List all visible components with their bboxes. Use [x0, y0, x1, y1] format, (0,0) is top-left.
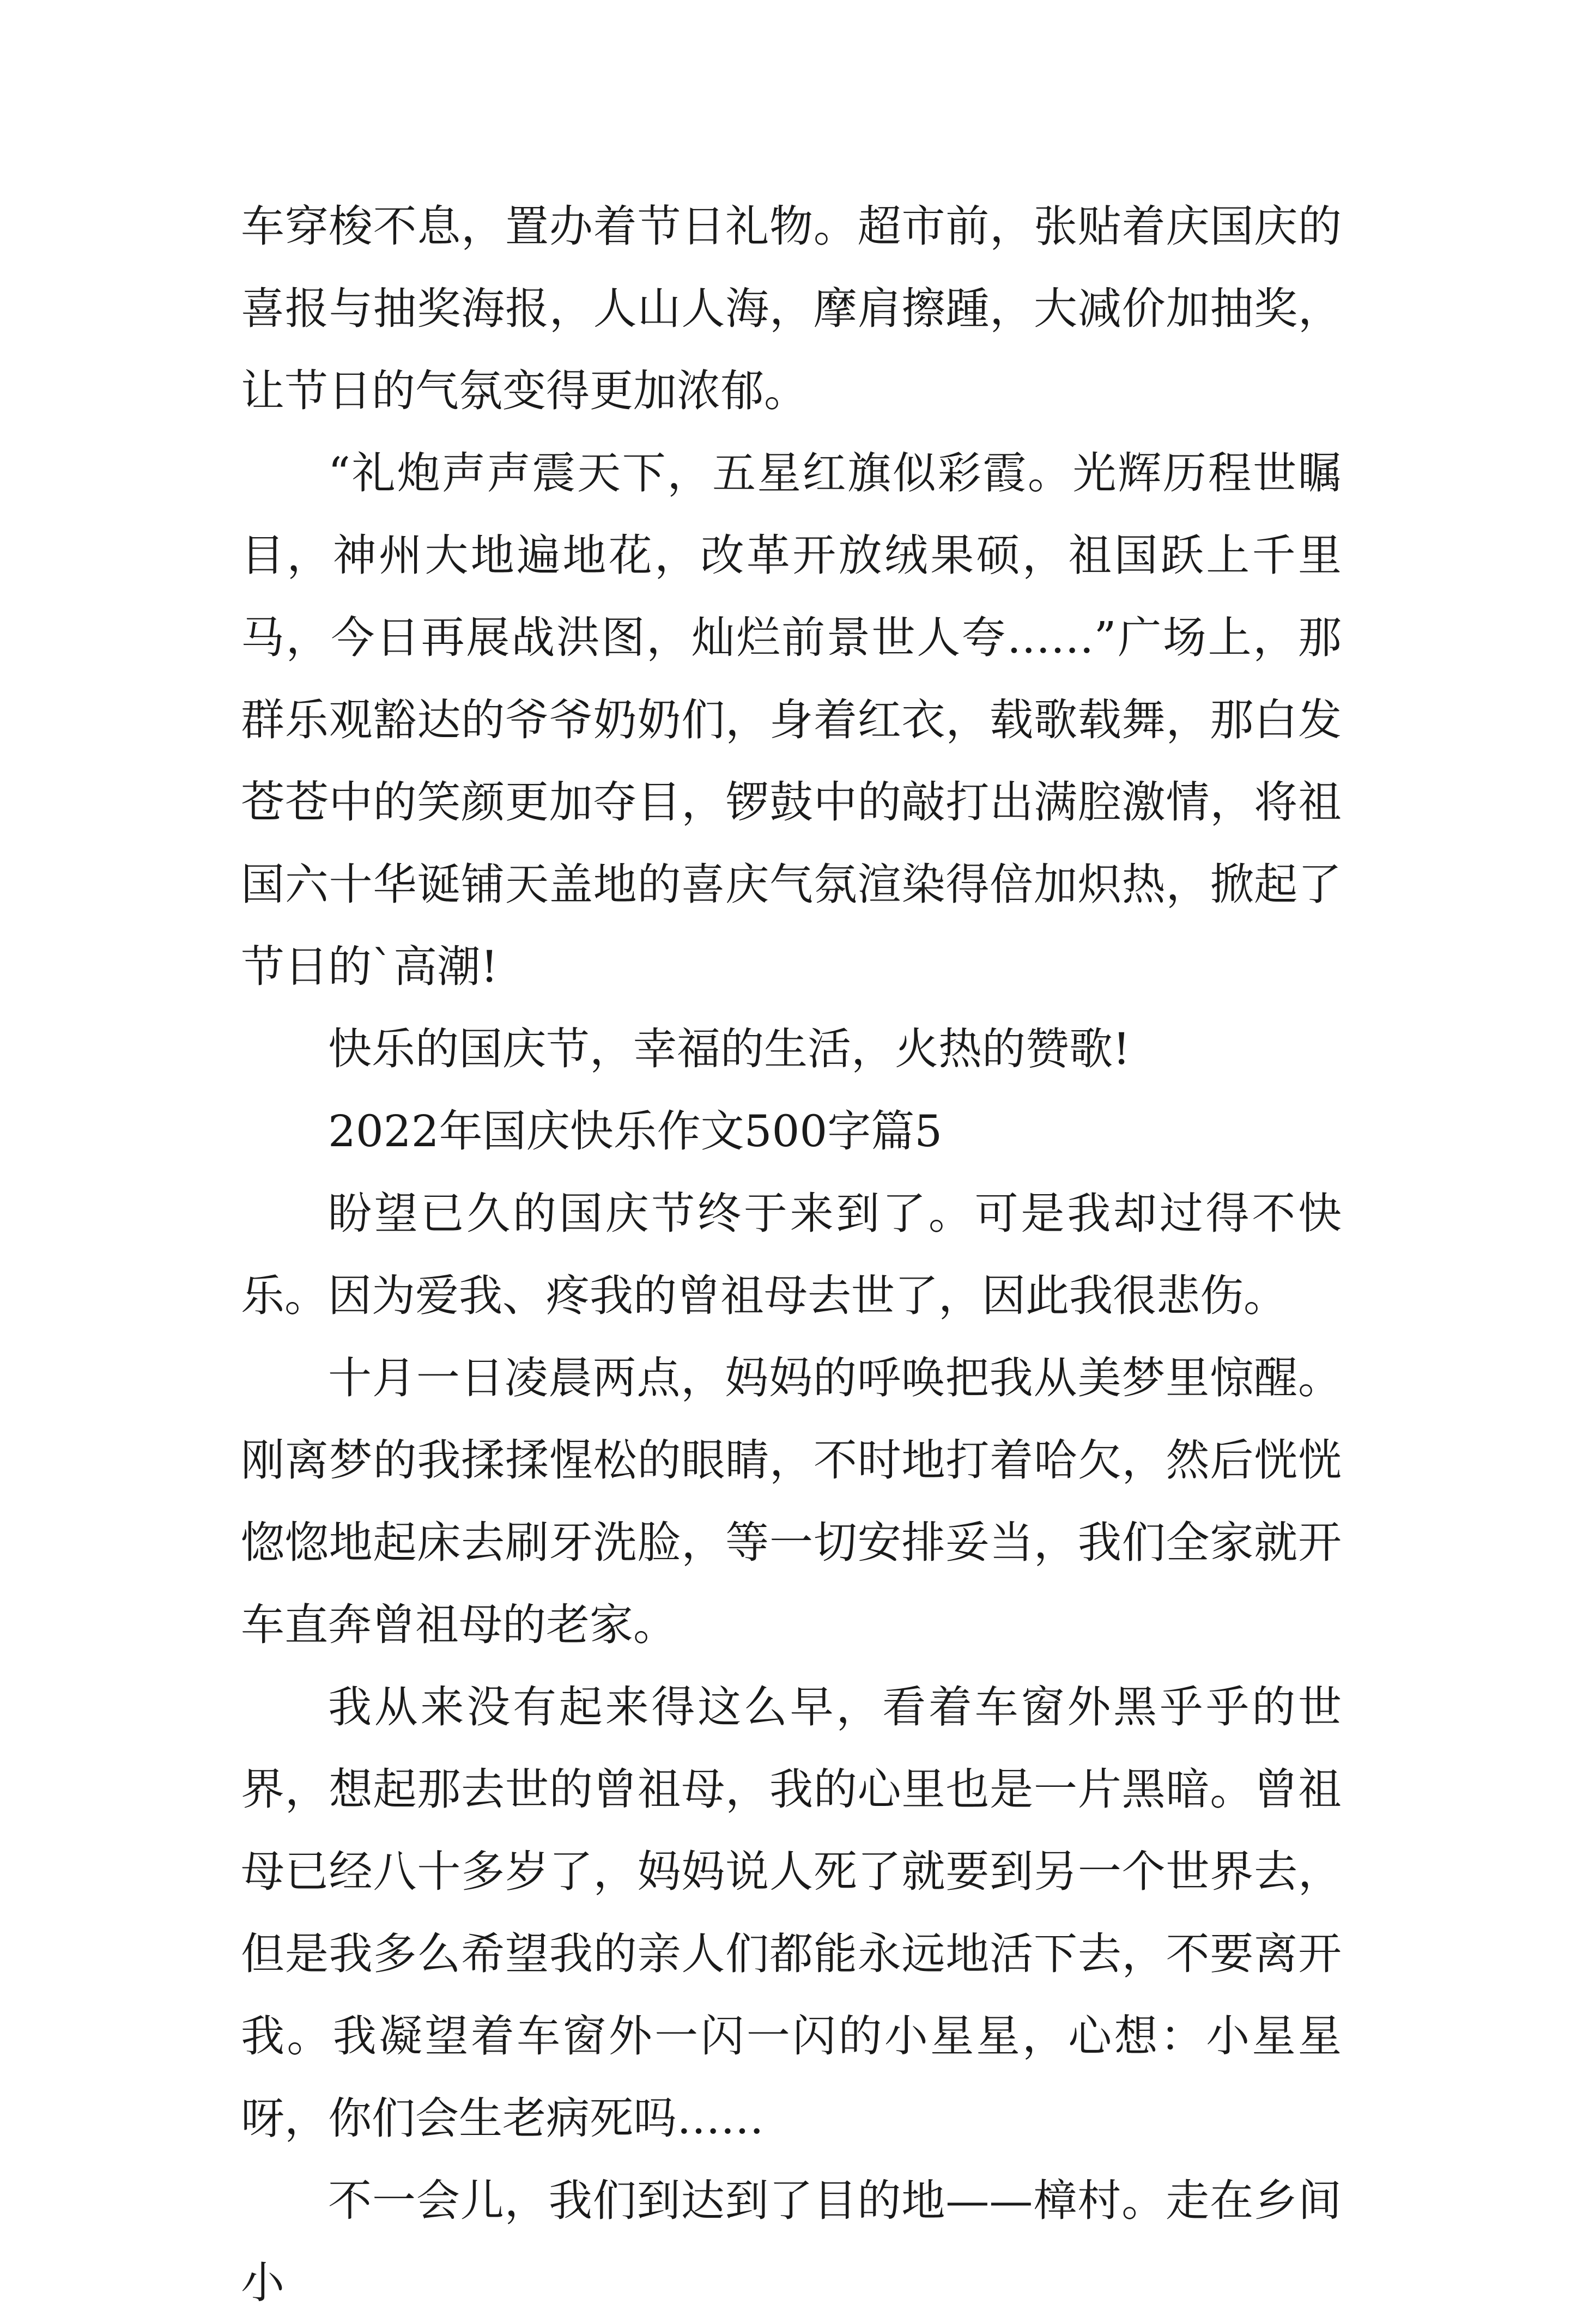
paragraph: 不一会儿，我们到达到了目的地——樟村。走在乡间小 — [241, 2175, 1342, 2308]
paragraph: 十月一日凌晨两点，妈妈的呼唤把我从美梦里惊醒。刚离梦的我揉揉惺松的眼睛，不时地打着哈欠，然后恍恍惚惚地起床去刷牙洗脸，等一切安排妥当，我们全家就开车直奔曾祖母的老家。 — [241, 1353, 1342, 1650]
section-heading: 2022年国庆快乐作文500字篇5 — [328, 1106, 943, 1157]
paragraph: 盼望已久的国庆节终于来到了。可是我却过得不快乐。因为爱我、疼我的曾祖母去世了，因此我很悲伤。 — [241, 1188, 1342, 1321]
body-text — [241, 185, 1342, 2324]
paragraph: “礼炮声声震天下，五星红旗似彩霞。光辉历程世瞩目，神州大地遍地花，改革开放绒果硕，祖国跃上千里马，今日再展战洪图，灿烂前景世人夸……”广场上，那群乐观豁达的爷爷奶奶们，身着红衣，载歌载舞，那白发苍苍中的笑颜更加夺目，锣鼓中的敲打出满腔激情，将祖国六十华诞铺天盖地的喜庆气氛渲染得倍加炽热，掀起了节日的`高潮! — [241, 448, 1342, 992]
paragraph: 我从来没有起来得这么早，看着车窗外黑乎乎的世界，想起那去世的曾祖母，我的心里也是一片黑暗。曾祖母已经八十多岁了，妈妈说人死了就要到另一个世界去，但是我多么希望我的亲人们都能永远地活下去，不要离开我。我凝望着车窗外一闪一闪的小星星，心想：小星星呀，你们会生老病死吗…… — [241, 1682, 1342, 2144]
paragraph: 快乐的国庆节，幸福的生活，火热的赞歌! — [328, 1024, 1131, 1074]
paragraph: 车穿梭不息，置办着节日礼物。超市前，张贴着庆国庆的喜报与抽奖海报，人山人海，摩肩擦踵，大减价加抽奖，让节日的气氛变得更加浓郁。 — [241, 201, 1342, 416]
